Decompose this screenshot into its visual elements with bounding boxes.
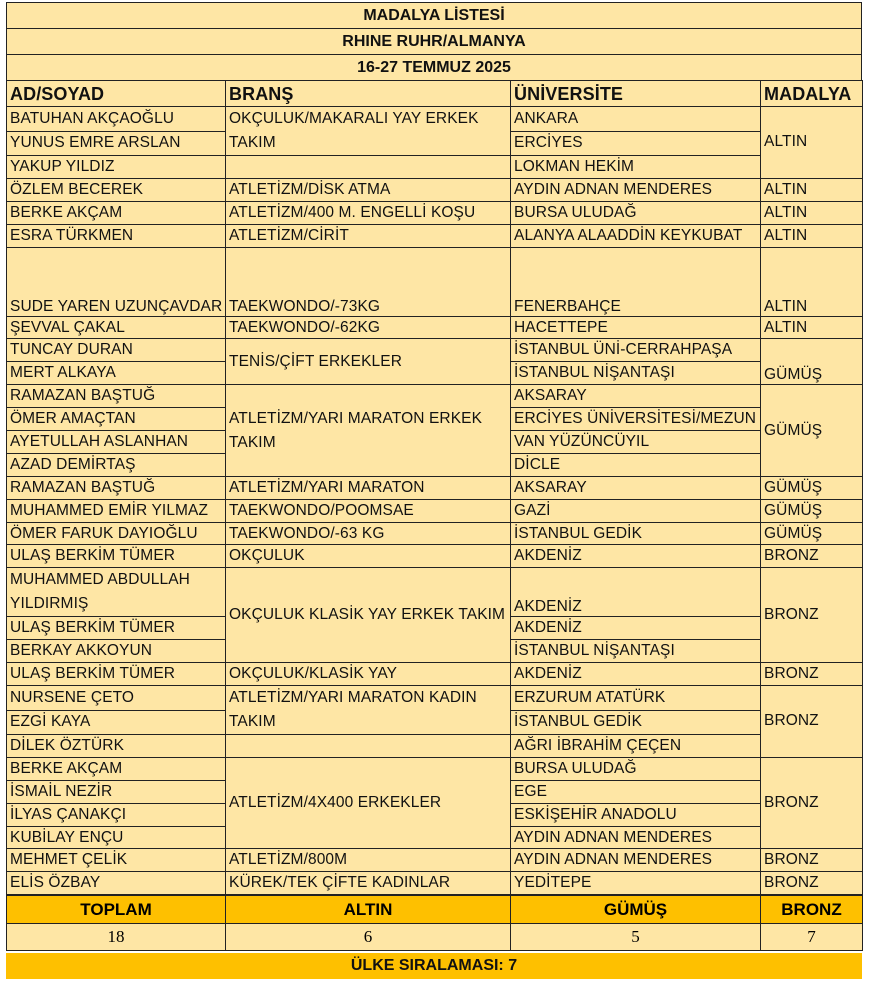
total-label: TOPLAM [7,896,226,924]
branch-cell: ATLETİZM/800M [226,849,511,872]
table-row [7,201,863,224]
table-row [7,247,863,316]
university-cell: BURSA ULUDAĞ [511,201,761,224]
silver-label: GÜMÜŞ [511,896,761,924]
athlete-name: BERKAY AKKOYUN [7,640,226,663]
university-cell: İSTANBUL NİŞANTAŞI [511,640,761,663]
athlete-name: TUNCAY DURAN [7,339,226,362]
athlete-name: MUHAMMED ABDULLAH YILDIRMIŞ [7,568,226,617]
athlete-name: MEHMET ÇELİK [7,849,226,872]
sheet-title: MADALYA LİSTESİ [6,2,862,28]
medal-cell: BRONZ [761,872,863,895]
university-cell: YEDİTEPE [511,872,761,895]
table-row [7,476,863,499]
branch-cell: OKÇULUK/KLASİK YAY [226,663,511,686]
athlete-name: AZAD DEMİRTAŞ [7,453,226,476]
total-value: 18 [7,924,226,951]
university-cell: İSTANBUL NİŞANTAŞI [511,362,761,385]
branch-cell: KÜREK/TEK ÇİFTE KADINLAR [226,872,511,895]
medal-table [6,80,863,895]
medal-cell: ALTIN [761,107,863,179]
branch-cell: TENİS/ÇİFT ERKEKLER [226,339,511,385]
header-row [7,81,863,107]
table-row [7,499,863,522]
table-row [7,339,863,362]
branch-cell-empty [226,156,511,179]
athlete-name: BATUHAN AKÇAOĞLU [7,107,226,132]
athlete-name: ÖZLEM BECEREK [7,178,226,201]
table-row [7,872,863,895]
medal-cell: BRONZ [761,686,863,758]
branch-cell: ATLETİZM/YARI MARATON ERKEK TAKIM [226,385,511,477]
university-cell: GAZİ [511,499,761,522]
col-header-medal: MADALYA [761,81,863,107]
university-cell: AKDENİZ [511,617,761,640]
medal-cell: BRONZ [761,849,863,872]
table-row [7,178,863,201]
medal-cell: BRONZ [761,568,863,663]
medal-cell: GÜMÜŞ [761,476,863,499]
athlete-name: İSMAİL NEZİR [7,780,226,803]
medal-cell: GÜMÜŞ [761,385,863,477]
university-cell: ERZURUM ATATÜRK [511,686,761,711]
university-cell: VAN YÜZÜNCÜYIL [511,431,761,454]
medal-cell: ALTIN [761,224,863,247]
athlete-name: ŞEVVAL ÇAKAL [7,316,226,339]
medal-cell: BRONZ [761,757,863,849]
table-row [7,757,863,780]
table-row [7,156,863,179]
table-row [7,545,863,568]
sheet-location: RHINE RUHR/ALMANYA [6,28,862,54]
university-cell: AKSARAY [511,476,761,499]
athlete-name: RAMAZAN BAŞTUĞ [7,476,226,499]
athlete-name: YAKUP YILDIZ [7,156,226,179]
col-header-branch: BRANŞ [226,81,511,107]
athlete-name: ÖMER AMAÇTAN [7,408,226,431]
branch-cell: OKÇULUK/MAKARALI YAY ERKEK TAKIM [226,107,511,156]
branch-cell: TAEKWONDO/-73KG [226,247,511,316]
university-cell: AYDIN ADNAN MENDERES [511,178,761,201]
medal-sheet [6,2,862,979]
university-cell: AYDIN ADNAN MENDERES [511,849,761,872]
medal-cell: GÜMÜŞ [761,522,863,545]
university-cell: AĞRI İBRAHİM ÇEÇEN [511,735,761,758]
university-cell: ERCİYES ÜNİVERSİTESİ/MEZUN [511,408,761,431]
university-cell: AKSARAY [511,385,761,408]
university-cell: LOKMAN HEKİM [511,156,761,179]
totals-header-row [7,896,863,924]
medal-cell: GÜMÜŞ [761,339,863,385]
university-cell: AKDENİZ [511,663,761,686]
col-header-name: AD/SOYAD [7,81,226,107]
athlete-name: ULAŞ BERKİM TÜMER [7,663,226,686]
university-cell: ANKARA [511,107,761,132]
university-cell: EGE [511,780,761,803]
table-row [7,224,863,247]
branch-cell: TAEKWONDO/-62KG [226,316,511,339]
university-cell: DİCLE [511,453,761,476]
athlete-name: BERKE AKÇAM [7,201,226,224]
table-row [7,522,863,545]
university-cell: AKDENİZ [511,568,761,617]
country-ranking: ÜLKE SIRALAMASI: 7 [6,953,862,979]
university-cell: İSTANBUL GEDİK [511,522,761,545]
table-row [7,663,863,686]
athlete-name: MUHAMMED EMİR YILMAZ [7,499,226,522]
university-cell: İSTANBUL GEDİK [511,710,761,735]
table-row [7,735,863,758]
table-row [7,568,863,617]
medal-cell: ALTIN [761,316,863,339]
athlete-name: ESRA TÜRKMEN [7,224,226,247]
silver-value: 5 [511,924,761,951]
medal-cell: BRONZ [761,663,863,686]
athlete-name: ULAŞ BERKİM TÜMER [7,545,226,568]
medal-cell: GÜMÜŞ [761,499,863,522]
branch-cell: TAEKWONDO/-63 KG [226,522,511,545]
table-row [7,849,863,872]
table-row [7,316,863,339]
sheet-dates: 16-27 TEMMUZ 2025 [6,54,862,80]
gold-label: ALTIN [226,896,511,924]
university-cell: ERCİYES [511,131,761,156]
bronze-value: 7 [761,924,863,951]
table-row [7,686,863,711]
branch-cell: ATLETİZM/400 M. ENGELLİ KOŞU [226,201,511,224]
branch-cell: ATLETİZM/YARI MARATON KADIN TAKIM [226,686,511,735]
medal-cell: BRONZ [761,545,863,568]
athlete-name: ELİS ÖZBAY [7,872,226,895]
branch-cell: OKÇULUK [226,545,511,568]
medal-cell: ALTIN [761,247,863,316]
university-cell: ALANYA ALAADDİN KEYKUBAT [511,224,761,247]
col-header-university: ÜNİVERSİTE [511,81,761,107]
athlete-name: AYETULLAH ASLANHAN [7,431,226,454]
athlete-name: ÖMER FARUK DAYIOĞLU [7,522,226,545]
university-cell: AYDIN ADNAN MENDERES [511,826,761,849]
branch-cell: ATLETİZM/YARI MARATON [226,476,511,499]
branch-cell-empty [226,735,511,758]
table-row [7,385,863,408]
totals-table [6,895,863,951]
university-cell: BURSA ULUDAĞ [511,757,761,780]
totals-value-row [7,924,863,951]
university-cell: İSTANBUL ÜNİ-CERRAHPAŞA [511,339,761,362]
bronze-label: BRONZ [761,896,863,924]
athlete-name: EZGİ KAYA [7,710,226,735]
medal-cell: ALTIN [761,201,863,224]
university-cell: HACETTEPE [511,316,761,339]
athlete-name: SUDE YAREN UZUNÇAVDAR [7,247,226,316]
athlete-name: DİLEK ÖZTÜRK [7,735,226,758]
branch-cell: ATLETİZM/DİSK ATMA [226,178,511,201]
athlete-name: ULAŞ BERKİM TÜMER [7,617,226,640]
athlete-name: RAMAZAN BAŞTUĞ [7,385,226,408]
medal-cell: ALTIN [761,178,863,201]
university-cell: AKDENİZ [511,545,761,568]
athlete-name: KUBİLAY ENÇU [7,826,226,849]
athlete-name: İLYAS ÇANAKÇI [7,803,226,826]
athlete-name: BERKE AKÇAM [7,757,226,780]
branch-cell: ATLETİZM/CİRİT [226,224,511,247]
branch-cell: ATLETİZM/4X400 ERKEKLER [226,757,511,849]
gold-value: 6 [226,924,511,951]
university-cell: ESKİŞEHİR ANADOLU [511,803,761,826]
athlete-name: MERT ALKAYA [7,362,226,385]
athlete-name: NURSENE ÇETO [7,686,226,711]
table-row [7,107,863,132]
branch-cell: TAEKWONDO/POOMSAE [226,499,511,522]
athlete-name: YUNUS EMRE ARSLAN [7,131,226,156]
university-cell: FENERBAHÇE [511,247,761,316]
branch-cell: OKÇULUK KLASİK YAY ERKEK TAKIM [226,568,511,663]
